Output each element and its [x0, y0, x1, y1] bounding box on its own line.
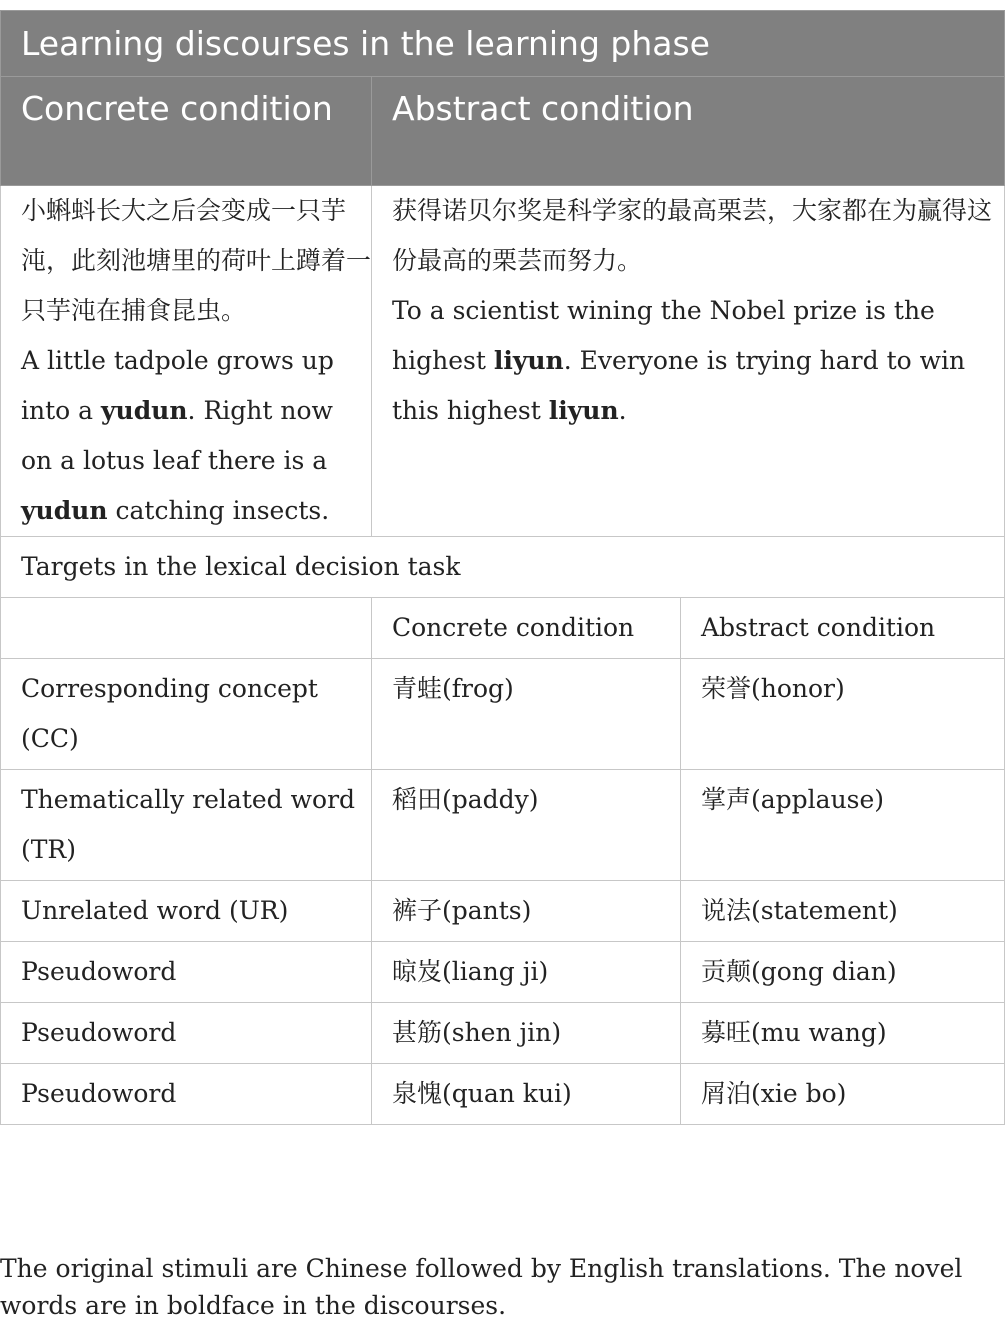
target-header-abstract: Abstract condition [681, 598, 1005, 659]
table-row [1, 659, 1005, 770]
novel-word: liyun [493, 346, 564, 375]
target-header-empty [1, 598, 372, 659]
novel-word: yudun [101, 396, 188, 425]
row-concrete: 青蛙(frog) [372, 659, 681, 770]
row-abstract: 贡颠(gong dian) [681, 942, 1005, 1003]
table-row [1, 1003, 1005, 1064]
row-concrete: 稻田(paddy) [372, 770, 681, 881]
text-segment: A little tadpole grows up into a [21, 346, 334, 425]
row-label: Pseudoword [1, 942, 372, 1003]
row-label: Unrelated word (UR) [1, 881, 372, 942]
row-concrete: 晾岌(liang ji) [372, 942, 681, 1003]
discourse-row [1, 186, 1005, 537]
text-segment: . [618, 396, 627, 425]
abstract-discourse-chinese: 获得诺贝尔奖是科学家的最高栗芸，大家都在为赢得这份最高的栗芸而努力。 [392, 196, 993, 275]
stimuli-table [0, 10, 1005, 1125]
target-header-row [1, 598, 1005, 659]
concrete-discourse-chinese: 小蝌蚪长大之后会变成一只芋沌，此刻池塘里的荷叶上蹲着一只芋沌在捕食昆虫。 [21, 196, 372, 325]
novel-word: yudun [21, 496, 108, 525]
abstract-discourse [372, 186, 1005, 537]
row-concrete: 裤子(pants) [372, 881, 681, 942]
table-row [1, 1064, 1005, 1125]
table-title-row [1, 11, 1005, 77]
condition-header-row [1, 77, 1005, 186]
target-header-concrete: Concrete condition [372, 598, 681, 659]
abstract-condition-header: Abstract condition [372, 77, 1005, 186]
text-segment: catching insects. [107, 496, 330, 525]
row-abstract: 荣誉(honor) [681, 659, 1005, 770]
table-footnote: The original stimuli are Chinese followed by English translations. The novel words are in boldface in the discourses. [0, 1254, 963, 1320]
targets-title-row [1, 537, 1005, 598]
row-concrete: 泉愧(quan kui) [372, 1064, 681, 1125]
concrete-discourse-english [21, 336, 371, 536]
row-label: Thematically related word (TR) [1, 770, 372, 881]
text-segment: To a scientist wining the Nobel prize is the highest [392, 296, 935, 375]
row-abstract: 募旺(mu wang) [681, 1003, 1005, 1064]
row-abstract: 说法(statement) [681, 881, 1005, 942]
row-abstract: 掌声(applause) [681, 770, 1005, 881]
table-row [1, 881, 1005, 942]
row-label: Pseudoword [1, 1003, 372, 1064]
text-segment: . Everyone is trying hard to win this highest [392, 346, 966, 425]
table-row [1, 942, 1005, 1003]
table-title: Learning discourses in the learning phase [1, 11, 1005, 77]
row-label: Corresponding concept (CC) [1, 659, 372, 770]
row-label: Pseudoword [1, 1064, 372, 1125]
concrete-condition-header: Concrete condition [1, 77, 372, 186]
abstract-discourse-english [392, 286, 1004, 436]
table-row [1, 770, 1005, 881]
novel-word: liyun [548, 396, 619, 425]
targets-title: Targets in the lexical decision task [1, 537, 1005, 598]
concrete-discourse [1, 186, 372, 537]
text-segment: . Right now on a lotus leaf there is a [21, 396, 333, 475]
row-concrete: 甚筋(shen jin) [372, 1003, 681, 1064]
row-abstract: 屑泊(xie bo) [681, 1064, 1005, 1125]
